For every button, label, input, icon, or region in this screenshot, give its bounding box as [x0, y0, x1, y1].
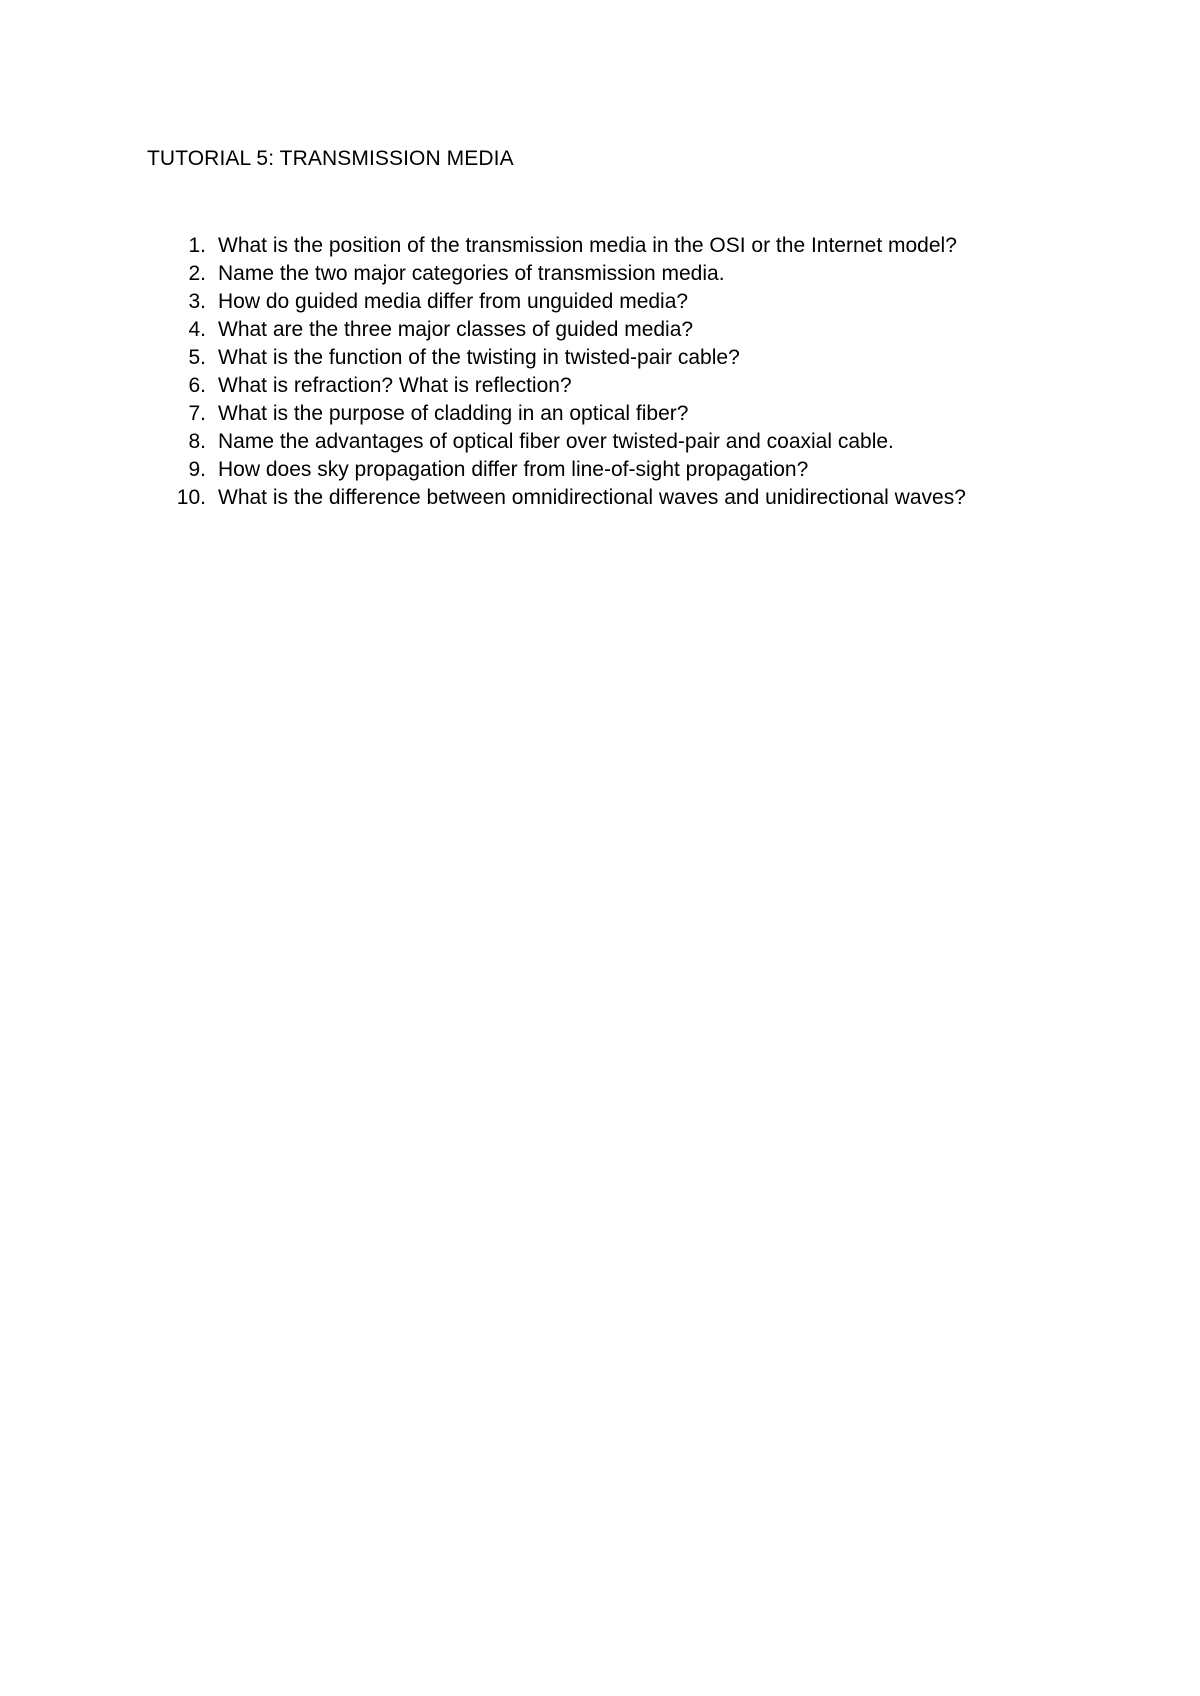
question-list	[150, 232, 966, 512]
question-number: 9.	[188, 458, 206, 481]
question-item	[150, 316, 966, 344]
question-text: What are the three major classes of guided media?	[218, 318, 694, 341]
question-text: What is the purpose of cladding in an optical fiber?	[218, 402, 689, 425]
question-text: How does sky propagation differ from line-of-sight propagation?	[218, 458, 809, 481]
question-item	[150, 372, 966, 400]
question-item	[150, 484, 966, 512]
question-number: 6.	[188, 374, 206, 397]
question-text: Name the two major categories of transmission media.	[218, 262, 725, 285]
question-number: 7.	[188, 402, 206, 425]
question-text: What is refraction? What is reflection?	[218, 374, 572, 397]
question-item	[150, 400, 966, 428]
question-item	[150, 260, 966, 288]
question-number: 3.	[188, 290, 206, 313]
question-text: What is the function of the twisting in twisted-pair cable?	[218, 346, 740, 369]
question-item	[150, 428, 966, 456]
question-number: 2.	[188, 262, 206, 285]
question-text: Name the advantages of optical fiber over twisted-pair and coaxial cable.	[218, 430, 894, 453]
question-number: 4.	[188, 318, 206, 341]
question-text: What is the difference between omnidirectional waves and unidirectional waves?	[218, 486, 966, 509]
question-item	[150, 232, 966, 260]
question-number: 10.	[176, 486, 206, 509]
page-title: TUTORIAL 5: TRANSMISSION MEDIA	[147, 147, 514, 170]
question-number: 8.	[188, 430, 206, 453]
question-item	[150, 288, 966, 316]
question-item	[150, 456, 966, 484]
question-number: 1.	[188, 234, 206, 257]
question-number: 5.	[188, 346, 206, 369]
question-item	[150, 344, 966, 372]
question-text: How do guided media differ from unguided media?	[218, 290, 689, 313]
question-text: What is the position of the transmission media in the OSI or the Internet model?	[218, 234, 957, 257]
